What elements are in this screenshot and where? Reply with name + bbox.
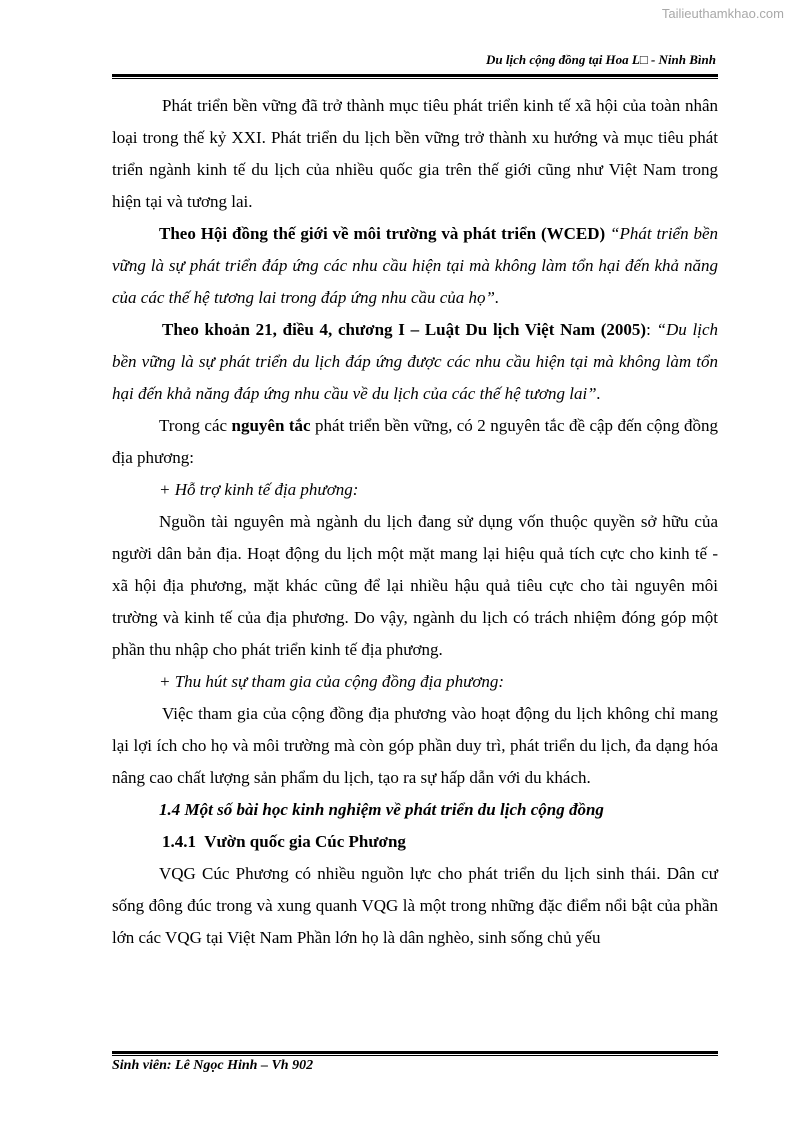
p2-bold: Theo Hội đồng thế giới về môi trường và phát triển (WCED) bbox=[159, 224, 606, 243]
p4-bold: nguyên tắc bbox=[231, 416, 311, 435]
paragraph-2 bbox=[112, 218, 718, 314]
paragraph-1: Phát triển bền vững đã trở thành mục tiêu phát triển kinh tế xã hội của toàn nhân loại trong thế kỷ XXI. Phát triển du lịch bền vững trở thành xu hướng và mục tiêu phát triển ngành kinh tế du lịch của nhiều quốc gia trên thế giới cũng như Việt Nam trong hiện tại và tương lai. bbox=[112, 96, 718, 211]
paragraph-9: VQG Cúc Phương có nhiều nguồn lực cho phát triển du lịch sinh thái. Dân cư sống đông đúc trong và xung quanh VQG là một trong những đặc điểm nổi bật của phần lớn các VQG tại Việt Nam Phần lớn họ là dân nghèo, sinh sống chủ yếu bbox=[112, 864, 718, 947]
paragraph-6: Nguồn tài nguyên mà ngành du lịch đang sử dụng vốn thuộc quyền sở hữu của người dân bản địa. Hoạt động du lịch một mặt mang lại hiệu quả tích cực cho kinh tế - xã hội địa phương, mặt khác cũng để lại nhiều hậu quả tiêu cực cho tài nguyên môi trường và kinh tế của địa phương. Do vậy, ngành du lịch có trách nhiệm đóng góp một phần thu nhập cho phát triển kinh tế địa phương. bbox=[112, 512, 718, 659]
p4-post: phát triển bền vững, có 2 nguyên tắc đề cập đến cộng đồng địa phương: bbox=[112, 416, 719, 467]
paragraph-8: Việc tham gia của cộng đồng địa phương vào hoạt động du lịch không chỉ mang lại lợi ích cho họ và môi trường mà còn góp phần duy trì, phát triển du lịch, đa dạng hóa nâng cao chất lượng sản phẩm du lịch, tạo ra sự hấp dẫn với du khách. bbox=[112, 704, 718, 787]
p2-italic: “Phát triển bền vững là sự phát triển đáp ứng các nhu cầu hiện tại mà không làm tổn hại đến khả năng của các thế hệ tương lai trong đáp ứng nhu cầu của họ”. bbox=[112, 224, 719, 307]
footer-author: Sinh viên: Lê Ngọc Hinh – Vh 902 bbox=[112, 1058, 314, 1073]
section-heading-1-4-1 bbox=[112, 826, 718, 858]
watermark: Tailieuthamkhao.com bbox=[661, 6, 784, 21]
header-rule bbox=[112, 74, 718, 77]
section-heading-1-4 bbox=[112, 794, 718, 826]
h2-text: 1.4.1 Vườn quốc gia Cúc Phương bbox=[162, 832, 406, 851]
paragraph-4 bbox=[112, 410, 718, 474]
p3-colon: : bbox=[646, 320, 657, 339]
p5-italic: + Hỗ trợ kinh tế địa phương: bbox=[159, 480, 359, 499]
p7-italic: + Thu hút sự tham gia của cộng đồng địa phương: bbox=[159, 672, 505, 691]
paragraph-3 bbox=[112, 314, 718, 410]
p3-bold: Theo khoản 21, điều 4, chương I – Luật Du lịch Việt Nam (2005) bbox=[162, 320, 647, 339]
p4-pre: Trong các bbox=[159, 416, 232, 435]
footer-rule bbox=[112, 1051, 718, 1054]
h1-text: 1.4 Một số bài học kinh nghiệm về phát triển du lịch cộng đồng bbox=[159, 800, 604, 819]
p3-italic: “Du lịch bền vững là sự phát triển du lịch đáp ứng được các nhu cầu hiện tại mà không làm tổn hại đến khả năng đáp ứng nhu cầu về du lịch của các thế hệ tương lai”. bbox=[112, 320, 718, 403]
bullet-local-economy bbox=[112, 474, 718, 506]
bullet-community-participation bbox=[112, 666, 718, 698]
page-body bbox=[112, 90, 718, 954]
running-header: Du lịch cộng đồng tại Hoa L□ - Ninh Bình bbox=[486, 52, 716, 67]
